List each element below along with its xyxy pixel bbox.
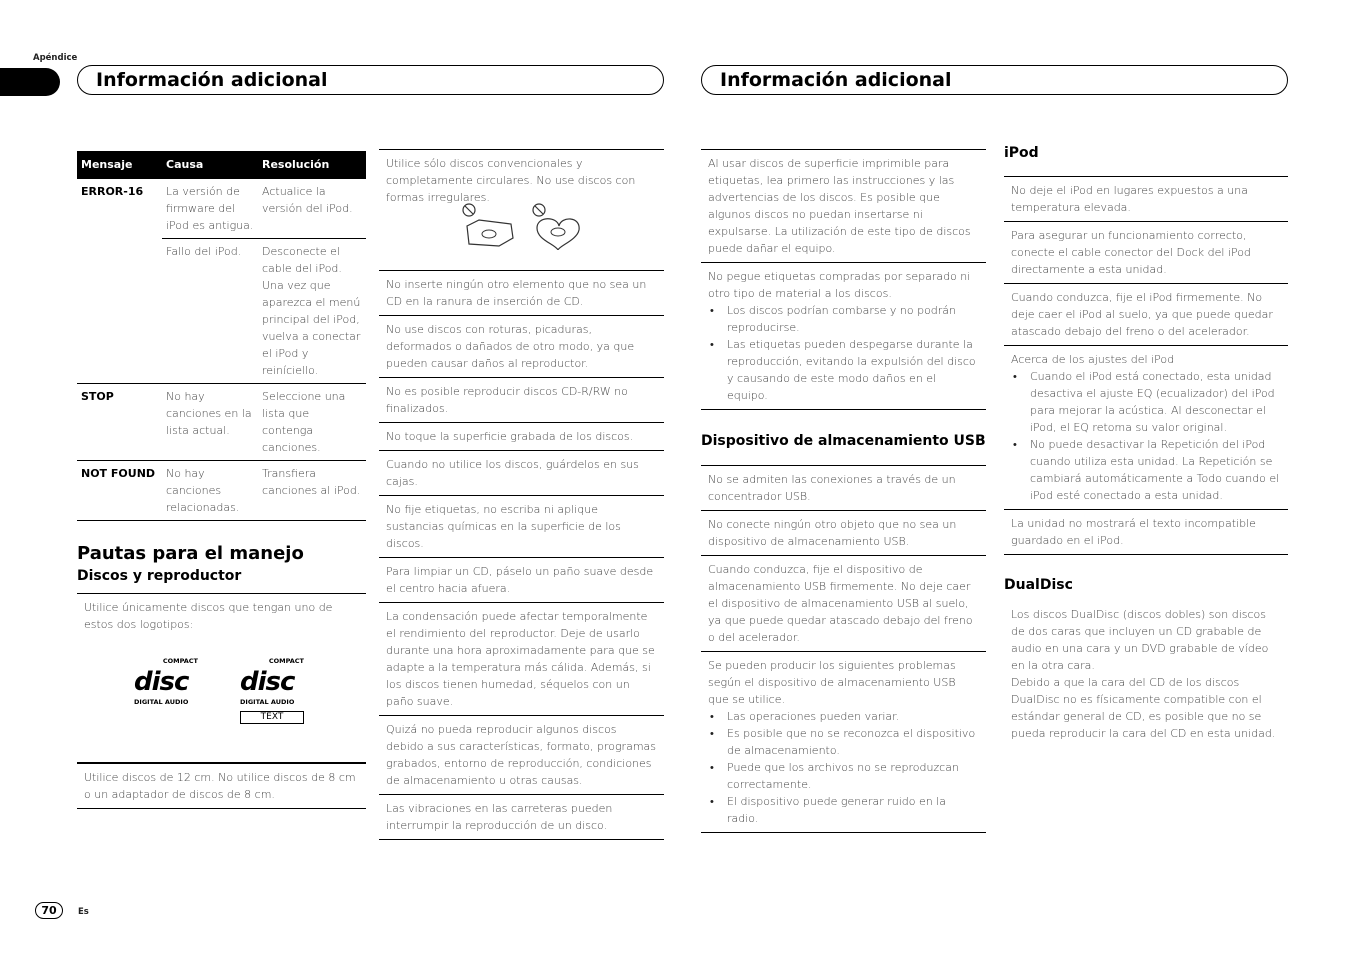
error-code: NOT FOUND	[81, 467, 156, 480]
logo-mid: disc	[134, 667, 189, 697]
list-item: • Es posible que no se reconozca el dispositivo de almacenamiento.	[708, 725, 979, 759]
dualdisc-title: DualDisc	[1004, 577, 1073, 593]
logo-text-badge: TEXT	[240, 711, 304, 724]
table-row	[77, 461, 366, 521]
dualdisc-body	[1004, 606, 1288, 742]
usb-title: Dispositivo de almacenamiento USB	[701, 433, 986, 449]
error-table	[77, 151, 366, 521]
note-text: La unidad no mostrará el texto incompatible guardado en el iPod.	[1004, 510, 1288, 555]
logo-bottom: DIGITAL AUDIO	[240, 698, 295, 706]
error-fix: Actualice la versión del iPod.	[258, 179, 366, 239]
error-cause: La versión de firmware del iPod es antigua.	[162, 179, 258, 239]
error-cause: No hay canciones relacionadas.	[166, 467, 240, 514]
note-text: Las vibraciones en las carreteras pueden interrumpir la reproducción de un disco.	[379, 795, 664, 840]
note-labels	[701, 263, 986, 410]
list-item: • Cuando el iPod está conectado, esta unidad desactiva el ajuste EQ (ecualizador) del iPod para mejorar la acústica. Al desconectar el iPod, el EQ retoma su valor original.	[1011, 368, 1281, 436]
note-text: No use discos con roturas, picaduras, deformados o dañados de otro modo, ya que pueden causar daños al reproductor.	[379, 316, 664, 378]
handling-title: Pautas para el manejo	[77, 543, 304, 564]
note-text: No inserte ningún otro elemento que no sea un CD en la ranura de inserción de CD.	[379, 271, 664, 316]
bullet-list	[1011, 368, 1281, 504]
logo-note-box	[77, 593, 366, 763]
dualdisc-text: Los discos DualDisc (discos dobles) son discos de dos caras que incluyen un CD grabable de audio en una cara y un DVD grabable de vídeo en la otra cara.	[1011, 608, 1269, 672]
note-text: Para limpiar un CD, páselo un paño suave desde el centro hacia afuera.	[379, 558, 664, 603]
table-header: Resolución	[258, 151, 366, 179]
handling-subtitle: Discos y reproductor	[77, 568, 242, 584]
note-text: La condensación puede afectar temporalmente el rendimiento del reproductor. Deje de usarlo durante una hora aproximadamente para que se adapte a la temperatura más cálida. Además, si los discos tienen humedad, séquelos con un paño suave.	[379, 603, 664, 716]
error-code: ERROR-16	[81, 185, 144, 198]
note-text: No toque la superficie grabada de los discos.	[379, 423, 664, 451]
note-text: Se pueden producir los siguientes problemas según el dispositivo de almacenamiento USB que se utilice.	[708, 659, 956, 706]
disc-logos	[84, 653, 359, 724]
size-note: Utilice discos de 12 cm. No utilice discos de 8 cm o un adaptador de discos de 8 cm.	[77, 763, 366, 809]
error-fix: Desconecte el cable del iPod. Una vez que aparezca el menú principal del iPod, vuelva a conectar el iPod y reiníciello.	[262, 245, 361, 377]
error-fix: Seleccione una lista que contenga canciones.	[262, 390, 346, 454]
note-text: Cuando conduzca, fije el iPod firmemente. No deje caer el iPod al suelo, ya que puede quedar atascado debajo del freno o del acelerador.	[1004, 284, 1288, 346]
column-3	[701, 149, 986, 833]
logo-top: COMPACT	[162, 657, 198, 665]
list-item: • Las operaciones pueden variar.	[708, 708, 979, 725]
table-header: Mensaje	[77, 151, 162, 179]
list-item: • No puede desactivar la Repetición del iPod cuando utiliza esta unidad. La Repetición se cambiará automáticamente a Todo cuando el iPod esté conectado a esta unidad.	[1011, 436, 1281, 504]
compact-disc-text-logo	[240, 653, 304, 724]
note-text: No fije etiquetas, no escriba ni aplique sustancias químicas en la superficie de los discos.	[379, 496, 664, 558]
bullet-list	[708, 302, 979, 404]
list-item: • Puede que los archivos no se reproduzcan correctamente.	[708, 759, 979, 793]
note-text: No pegue etiquetas compradas por separado ni otro tipo de material a los discos.	[708, 270, 971, 300]
table-header: Causa	[162, 151, 258, 179]
note-shape	[379, 150, 664, 271]
column-1	[77, 151, 366, 809]
list-item: • Las etiquetas pueden despegarse durante la reproducción, evitando la expulsión del disco y causando de este modo daños en el equipo.	[708, 336, 979, 404]
column-4	[1004, 145, 1288, 742]
note-text: Al usar discos de superficie imprimible para etiquetas, lea primero las instrucciones y las advertencias de los discos. Es posible que algunos discos no puedan insertarse ni expulsarse. La utilización de este tipo de discos puede dañar el equipo.	[701, 149, 986, 263]
note-text: Acerca de los ajustes del iPod	[1011, 353, 1175, 366]
note-text: Cuando conduzca, fije el dispositivo de almacenamiento USB firmemente. No deje caer el dispositivo de almacenamiento USB al suelo, ya que puede quedar atascado debajo del freno o del acelerador.	[701, 556, 986, 652]
note-text: Quizá no pueda reproducir algunos discos debido a sus características, formato, programas grabados, entorno de reproducción, condiciones de almacenamiento u otras causas.	[379, 716, 664, 795]
page-number: 70	[35, 902, 63, 919]
table-row	[77, 384, 366, 461]
compact-disc-logo	[134, 653, 198, 724]
ipod-title: iPod	[1004, 145, 1039, 161]
language-code: Es	[78, 907, 89, 917]
logo-mid: disc	[240, 667, 295, 697]
dualdisc-text: Debido a que la cara del CD de los discos DualDisc no es físicamente compatible con el estándar general de CD, es posible que no se pueda reproducir la cara del CD en esta unidad.	[1011, 676, 1276, 740]
page-header-right: Información adicional	[701, 65, 1288, 95]
section-tag: Apéndice	[33, 53, 78, 63]
list-item: • Los discos podrían combarse y no podrán reproducirse.	[708, 302, 979, 336]
table-row	[77, 179, 366, 239]
irregular-disc-icons	[459, 202, 589, 250]
error-cause: Fallo del iPod.	[166, 245, 242, 258]
note-ipod-settings	[1004, 346, 1288, 510]
bullet-list	[708, 708, 979, 827]
note-usb-problems	[701, 652, 986, 833]
column-2	[379, 149, 664, 840]
note-text: No conecte ningún otro objeto que no sea un dispositivo de almacenamiento USB.	[701, 511, 986, 556]
section-marker	[0, 68, 60, 96]
note-text: Utilice sólo discos convencionales y completamente circulares. No use discos con formas irregulares.	[386, 157, 636, 204]
logo-bottom: DIGITAL AUDIO	[134, 698, 189, 706]
error-code: STOP	[81, 390, 114, 403]
note-text: No se admiten las conexiones a través de un concentrador USB.	[701, 465, 986, 511]
note-text: Para asegurar un funcionamiento correcto, conecte el cable conector del Dock del iPod directamente a esta unidad.	[1004, 222, 1288, 284]
note-text: Cuando no utilice los discos, guárdelos en sus cajas.	[379, 451, 664, 496]
logo-note: Utilice únicamente discos que tengan uno de estos dos logotipos:	[84, 601, 333, 631]
list-item: • El dispositivo puede generar ruido en la radio.	[708, 793, 979, 827]
page-header-left: Información adicional	[77, 65, 664, 95]
note-text: No es posible reproducir discos CD-R/RW no finalizados.	[379, 378, 664, 423]
logo-top: COMPACT	[268, 657, 304, 665]
note-text: No deje el iPod en lugares expuestos a una temperatura elevada.	[1004, 176, 1288, 222]
error-cause: No hay canciones en la lista actual.	[166, 390, 252, 437]
error-fix: Transfiera canciones al iPod.	[262, 467, 361, 497]
